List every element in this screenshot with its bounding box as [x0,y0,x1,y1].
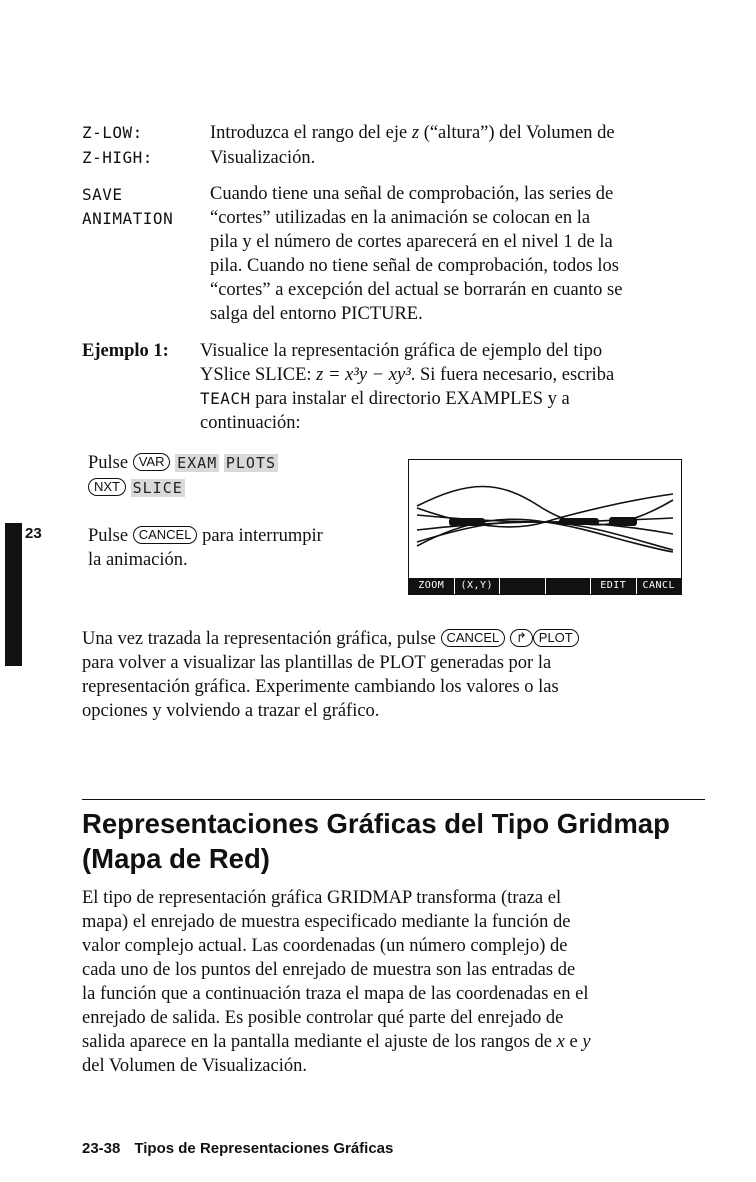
section-rule [82,799,705,800]
step2-line1 [88,524,323,548]
heading-line2: (Mapa de Red) [82,843,270,874]
menu-edit: EDIT [591,578,637,594]
text: salida aparece en la pantalla mediante el ajuste de los rangos de [82,1032,557,1052]
page-footer [82,1140,393,1157]
math-var: y [582,1032,591,1052]
menu-blank-1 [500,578,546,594]
gridmap-line2: mapa) el enrejado de muestra especificado mediante la función de [82,912,571,932]
gridmap-line4: cada uno de los puntos del enrejado de muestra son las entradas de [82,960,576,980]
def-save-line4: pila. Cuando no tiene señal de comprobación, todos los [210,256,619,276]
menu-blank-2 [546,578,592,594]
equation: z = x³y − xy³ [316,365,411,385]
slice-softkey: SLICE [132,479,183,497]
example-label: Ejemplo 1: [82,341,169,361]
def-save-line5: “cortes” a excepción del actual se borrarán en cuanto se [210,280,623,300]
page-number: 23-38 [82,1140,121,1157]
def-zrange-line1 [210,121,710,145]
footer-title: Tipos de Representaciones Gráficas [134,1140,394,1157]
math-var: x [556,1032,565,1052]
step2-line2: la animación. [88,550,188,570]
gridmap-line8: del Volumen de Visualización. [82,1056,307,1076]
step1-line1 [88,451,278,475]
text: e [564,1032,583,1052]
chapter-number: 23 [25,525,42,542]
text: . Si fuera necesario, escriba [410,365,615,385]
cancel-key: CANCEL [133,526,198,544]
text: YSlice SLICE: [200,365,317,385]
math-var: z [411,123,420,143]
def-save-line2: “cortes” utilizadas en la animación se colocan en la [210,208,591,228]
example-line2 [200,363,614,387]
after-line1 [82,627,579,651]
menu-zoom: ZOOM [409,578,455,594]
text: Una vez trazada la representación gráfica, pulse [82,629,436,649]
after-line4: opciones y volviendo a trazar el gráfico. [82,701,380,721]
def-save-line6: salga del entorno PICTURE. [210,304,423,324]
calculator-screen [408,459,682,595]
softkey-menu-bar [409,578,681,594]
right-shift-key: ↱ [510,629,533,647]
slice-plot-graphic [409,460,681,578]
nxt-key: NXT [88,478,126,496]
menu-cancl: CANCL [642,580,676,591]
term-animation: ANIMATION [82,209,174,228]
text: Introduzca el rango del eje [210,123,412,143]
example-line4: continuación: [200,413,301,433]
step1-line2 [88,476,185,500]
text: para instalar el directorio EXAMPLES y a [250,389,570,409]
text: Pulse [88,526,129,546]
text: Pulse [88,453,129,473]
heading-line1: Representaciones Gráficas del Tipo Gridmap [82,808,670,839]
def-zrange-line2: Visualización. [210,148,316,168]
term-z-low: Z-LOW: [82,123,143,142]
after-line3: representación gráfica. Experimente cambiando los valores o las [82,677,559,697]
def-save-line3: pila y el número de cortes aparecerá en el nivel 1 de la [210,232,613,252]
example-line1: Visualice la representación gráfica de ejemplo del tipo [200,341,603,361]
gridmap-line7 [82,1030,591,1054]
term-save: SAVE [82,185,123,204]
cancel-key-2: CANCEL [441,629,506,647]
menu-xy: (X,Y) [455,578,501,594]
var-key: VAR [133,453,171,471]
section-heading [82,806,722,876]
term-z-high: Z-HIGH: [82,148,153,167]
gridmap-line1: El tipo de representación gráfica GRIDMAP transforma (traza el [82,888,562,908]
def-save-line1: Cuando tiene una señal de comprobación, las series de [210,184,614,204]
example-line3 [200,387,570,411]
text: para interrumpir [202,526,323,546]
gridmap-line6: enrejado de salida. Es posible controlar qué parte del enrejado de [82,1008,564,1028]
plots-softkey: PLOTS [225,454,277,472]
exam-softkey: EXAM [177,454,218,472]
gridmap-line5: la función que a continuación traza el mapa de las coordenadas en el [82,984,589,1004]
gridmap-line3: valor complejo actual. Las coordenadas (un número complejo) de [82,936,568,956]
teach-command: TEACH [200,389,251,408]
after-line2: para volver a visualizar las plantillas de PLOT generadas por la [82,653,552,673]
chapter-side-tab [5,523,22,666]
text: (“altura”) del Volumen de [419,123,615,143]
plot-key: PLOT [533,629,579,647]
